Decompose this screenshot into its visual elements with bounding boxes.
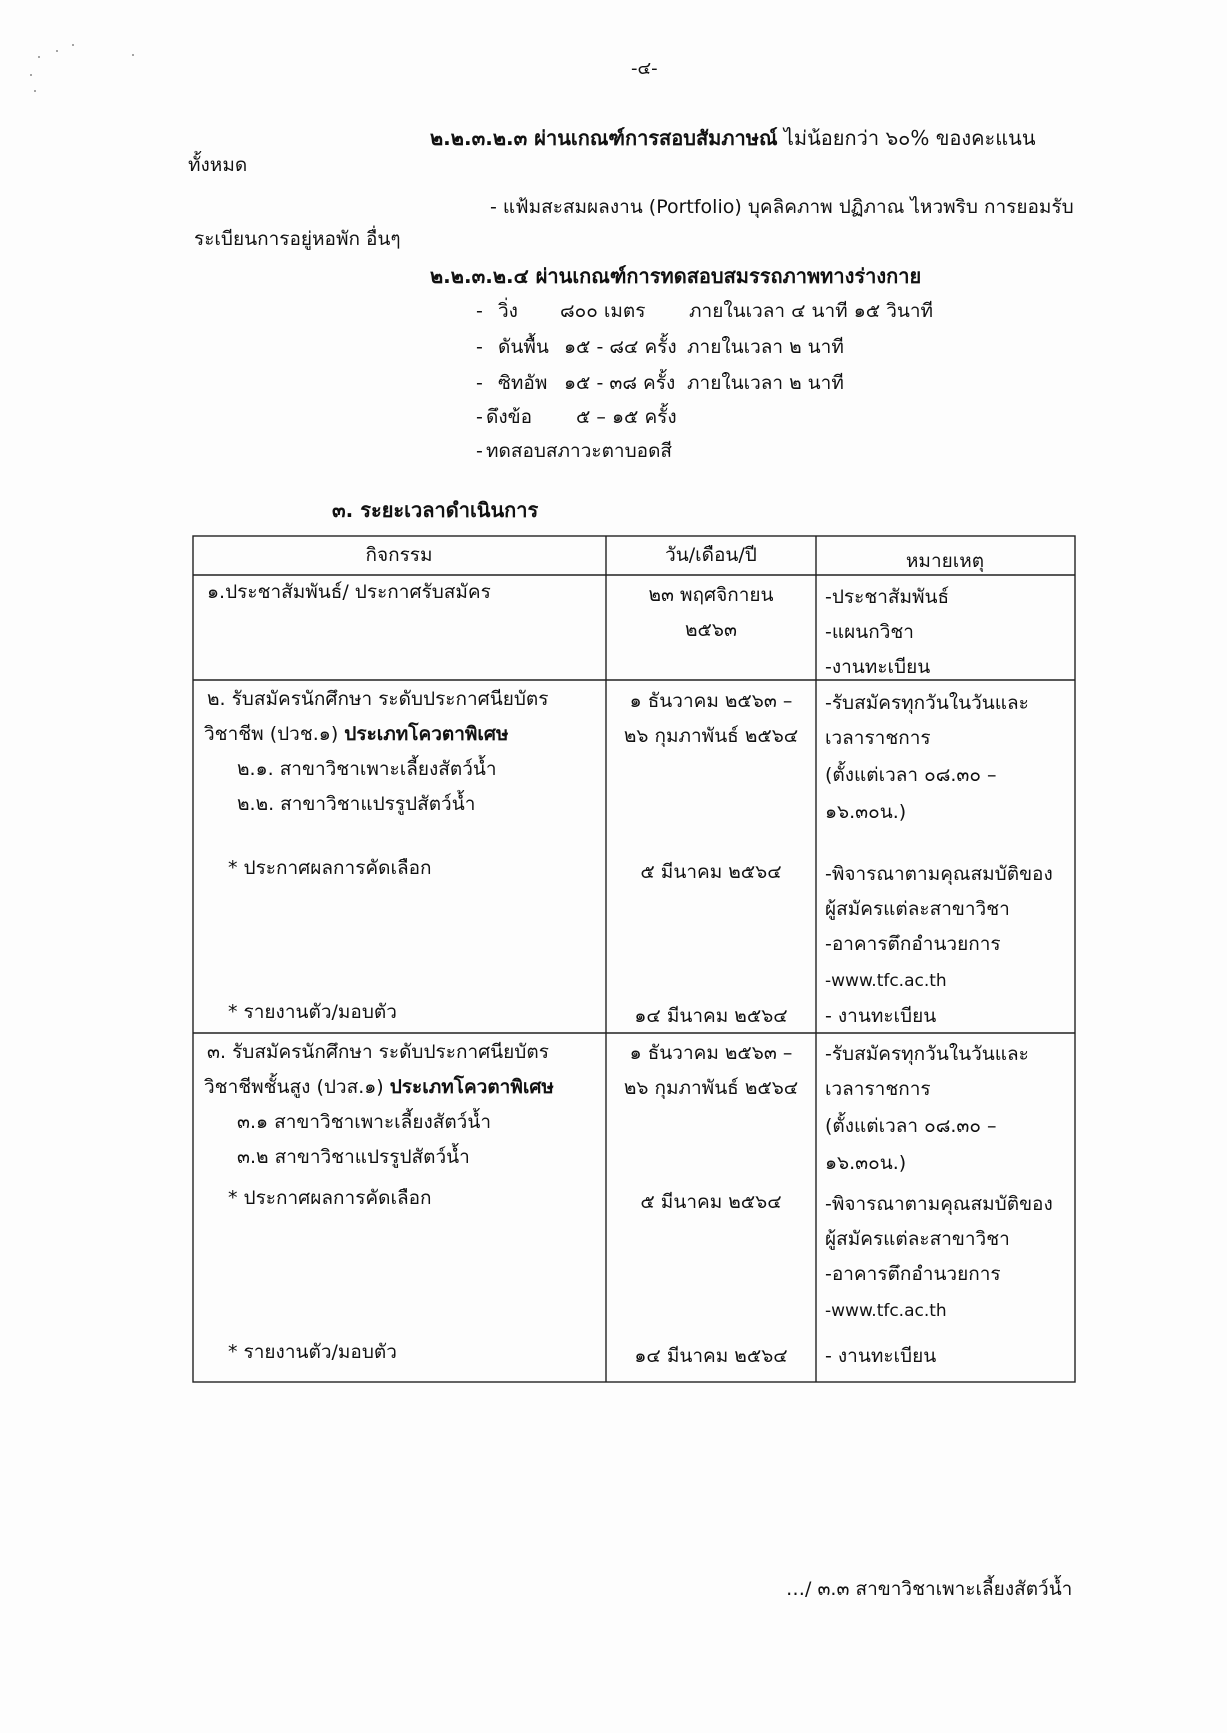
row3-note-announce-4: -www.tfc.ac.th <box>825 1301 947 1321</box>
row3-announce: * ประกาศผลการคัดเลือก <box>228 1187 432 1209</box>
row2-note-report: - งานทะเบียน <box>825 1005 937 1027</box>
row1-activity: ๑.ประชาสัมพันธ์/ ประกาศรับสมัคร <box>207 581 491 603</box>
page-number: -๔- <box>631 58 658 79</box>
table-grid <box>192 535 1076 1383</box>
row1-date-line-2: ๒๕๖๓ <box>685 619 737 641</box>
row1-note-line-3: -งานทะเบียน <box>825 656 931 678</box>
row1-date-line-1: ๒๓ พฤศจิกายน <box>648 584 774 606</box>
row2-note-announce-1: -พิจารณาตามคุณสมบัติของ <box>825 863 1053 885</box>
row2-note-announce-4: -www.tfc.ac.th <box>825 971 947 991</box>
row3-date-apply-1: ๑ ธันวาคม ๒๕๖๓ – <box>629 1042 793 1064</box>
row3-report: * รายงานตัว/มอบตัว <box>228 1341 397 1363</box>
interview-rest: ไม่น้อยกว่า ๖๐% ของคะแนน <box>777 126 1036 150</box>
header-note: หมายเหตุ <box>905 550 985 572</box>
row3-note-announce-2: ผู้สมัครแต่ละสาขาวิชา <box>825 1228 1010 1250</box>
row3-sub-2: ๓.๒ สาขาวิชาแปรรูปสัตว์น้ำ <box>237 1146 470 1168</box>
row3-activity-line-1: ๓. รับสมัครนักศึกษา ระดับประกาศนียบัตร <box>207 1041 549 1063</box>
row3-note-apply-2: เวลาราชการ <box>825 1078 931 1100</box>
row2-note-apply-2: เวลาราชการ <box>825 727 931 749</box>
header-activity: กิจกรรม <box>365 544 433 566</box>
row2-note-apply-3: (ตั้งแต่เวลา ๐๘.๓๐ – <box>825 764 997 786</box>
row3-date-announce: ๕ มีนาคม ๒๕๖๔ <box>640 1191 782 1213</box>
row3-note-apply-3: (ตั้งแต่เวลา ๐๘.๓๐ – <box>825 1115 997 1137</box>
row2-sub-2: ๒.๒. สาขาวิชาแปรรูปสัตว์น้ำ <box>237 793 476 815</box>
row2-activity-line-1: ๒. รับสมัครนักศึกษา ระดับประกาศนียบัตร <box>207 688 549 710</box>
schedule-table <box>192 535 1076 1383</box>
row2-announce: * ประกาศผลการคัดเลือก <box>228 857 432 879</box>
portfolio-line-1: - แฟ้มสะสมผลงาน (Portfolio) บุคลิคภาพ ปฏิภาณ ไหวพริบ การยอมรับ <box>490 196 1074 218</box>
row2-note-announce-3: -อาคารตึกอำนวยการ <box>825 933 1001 955</box>
row2-activity-line-2: วิชาชีพ (ปวช.๑) ประเภทโควตาพิเศษ <box>204 723 509 745</box>
row2-date-apply-1: ๑ ธันวาคม ๒๕๖๓ – <box>629 690 793 712</box>
row3-note-report: - งานทะเบียน <box>825 1345 937 1367</box>
row2-note-apply-4: ๑๖.๓๐น.) <box>825 801 907 823</box>
row3-note-apply-1: -รับสมัครทุกวันในวันและ <box>825 1043 1029 1065</box>
section-heading: ๓. ระยะเวลาดำเนินการ <box>332 498 539 522</box>
row3-note-apply-4: ๑๖.๓๐น.) <box>825 1152 907 1174</box>
row3-date-report: ๑๔ มีนาคม ๒๕๖๔ <box>634 1345 788 1367</box>
row2-date-report: ๑๔ มีนาคม ๒๕๖๔ <box>634 1005 788 1027</box>
portfolio-line-2: ระเบียนการอยู่หอพัก อื่นๆ <box>194 228 401 250</box>
physical-heading: ๒.๒.๓.๒.๔ ผ่านเกณฑ์การทดสอบสมรรถภาพทางร่างกาย <box>430 264 922 288</box>
row3-note-announce-3: -อาคารตึกอำนวยการ <box>825 1263 1001 1285</box>
row3-date-apply-2: ๒๖ กุมภาพันธ์ ๒๕๖๔ <box>623 1077 799 1099</box>
row3-sub-1: ๓.๑ สาขาวิชาเพาะเลี้ยงสัตว์น้ำ <box>237 1111 491 1133</box>
row2-sub-1: ๒.๑. สาขาวิชาเพาะเลี้ยงสัตว์น้ำ <box>237 758 497 780</box>
header-date: วัน/เดือน/ปี <box>665 544 757 566</box>
row2-note-apply-1: -รับสมัครทุกวันในวันและ <box>825 692 1029 714</box>
row2-report: * รายงานตัว/มอบตัว <box>228 1001 397 1023</box>
row1-note-line-2: -แผนกวิชา <box>825 621 914 643</box>
row3-activity-line-2: วิชาชีพชั้นสูง (ปวส.๑) ประเภทโควตาพิเศษ <box>204 1076 554 1098</box>
interview-heading: ๒.๒.๓.๒.๓ ผ่านเกณฑ์การสอบสัมภาษณ์ <box>430 126 778 150</box>
row1-note-line-1: -ประชาสัมพันธ์ <box>825 586 950 608</box>
interview-continuation: ทั้งหมด <box>188 154 248 176</box>
row2-date-apply-2: ๒๖ กุมภาพันธ์ ๒๕๖๔ <box>623 725 799 747</box>
row2-date-announce: ๕ มีนาคม ๒๕๖๔ <box>640 861 782 883</box>
interview-criterion <box>430 128 1036 148</box>
row2-note-announce-2: ผู้สมัครแต่ละสาขาวิชา <box>825 898 1010 920</box>
row3-note-announce-1: -พิจารณาตามคุณสมบัติของ <box>825 1193 1053 1215</box>
footer-continuation: …/ ๓.๓ สาขาวิชาเพาะเลี้ยงสัตว์น้ำ <box>786 1578 1073 1600</box>
